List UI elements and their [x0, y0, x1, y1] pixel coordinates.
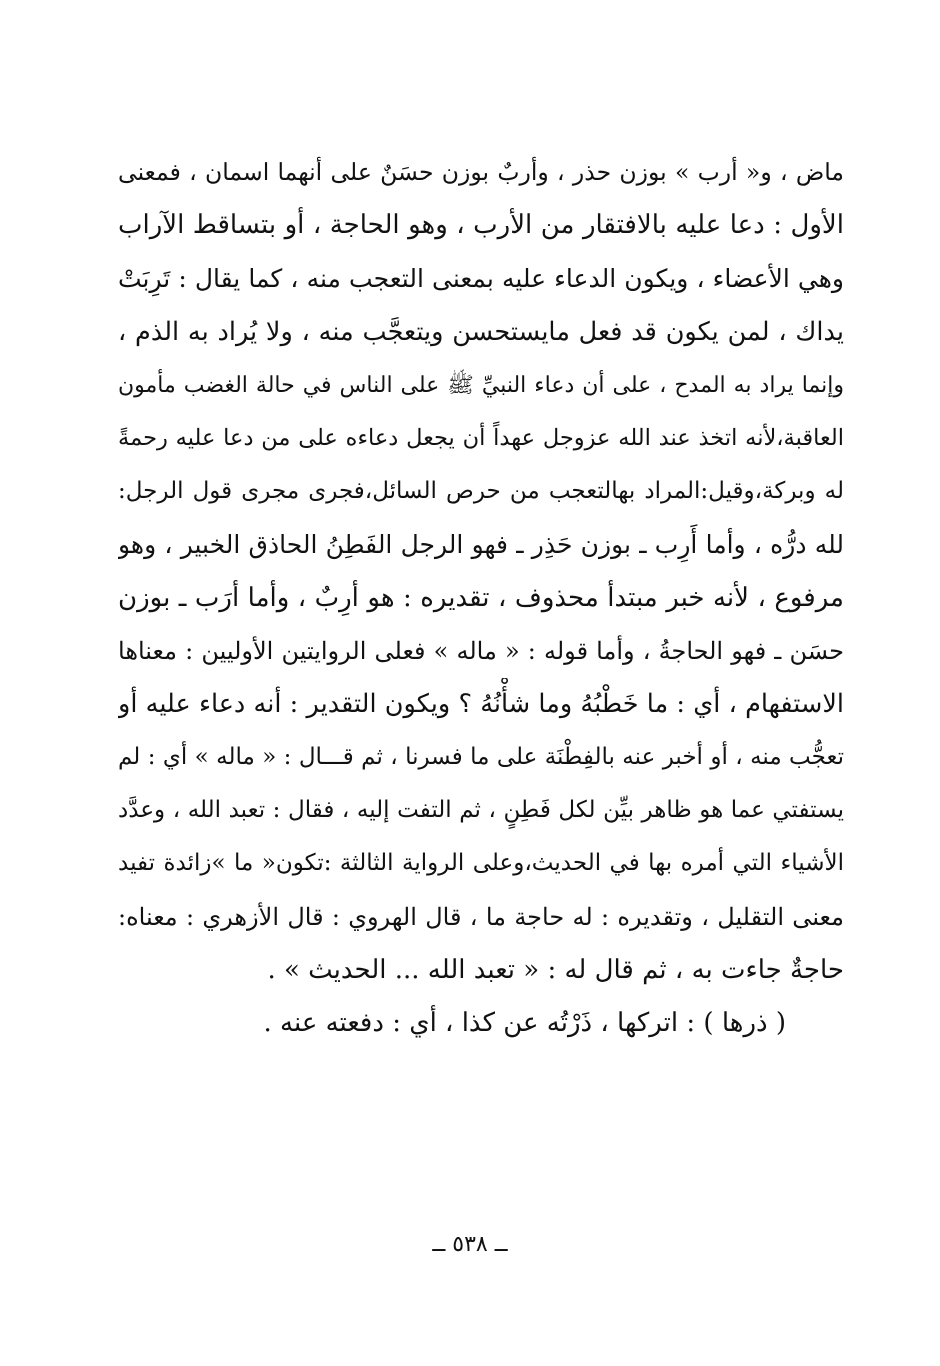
text-line: مرفوع ، لأنه خبر مبتدأ محذوف ، تقديره : هو أرِبٌ ، وأما أرَب ـ بوزن [118, 582, 844, 613]
text-line: يداك ، لمن يكون قد فعل مايستحسن ويتعجَّب منه ، ولا يُراد به الذم ، [118, 316, 844, 347]
body-text [118, 146, 844, 1050]
text-line: وهي الأعضاء ، ويكون الدعاء عليه بمعنى التعجب منه ، كما يقال : تَرِبَتْ [118, 264, 844, 294]
text-line: له وبركة،وقيل:المراد بهالتعجب من حرص السائل،فجرى مجرى قول الرجل: [118, 478, 844, 505]
glossary-line: ( ذرها ) : اتركها ، ذَرْتُه عن كذا ، أي : دفعته عنه . [263, 1008, 786, 1038]
text-line: الأشياء التي أمره بها في الحديث،وعلى الرواية الثالثة :تكون« ما »زائدة تفيد [118, 850, 844, 877]
page-number: ــ ٥٣٨ ــ [432, 1232, 508, 1257]
text-line: ماض ، و« أرب » بوزن حذر ، وأربٌ بوزن حسَنٌ على أنهما اسمان ، فمعنى [118, 158, 844, 186]
text-line: العاقبة،لأنه اتخذ عند الله عزوجل عهداً أن يجعل دعاءه على من دعا عليه رحمةً [118, 424, 844, 451]
text-line: يستفتي عما هو ظاهر بيِّن لكل فَطِنٍ ، ثم التفت إليه ، فقال : تعبد الله ، وعدَّد [118, 797, 844, 824]
text-line: تعجُّب منه ، أو أخبر عنه بالفِطْنَة على ما فسرنا ، ثم قـــال : « ماله » أي : لم [118, 744, 844, 771]
text-line: الأول : دعا عليه بالافتقار من الأرب ، وهو الحاجة ، أو بتساقط الآراب [118, 210, 844, 241]
text-line: معنى التقليل ، وتقديره : له حاجة ما ، قال الهروي : قال الأزهري : معناه: [118, 902, 844, 931]
text-line: وإنما يراد به المدح ، على أن دعاء النبيِّ ﷺ على الناس في حالة الغضب مأمون [118, 372, 844, 398]
text-line: حسَن ـ فهو الحاجةُ ، وأما قوله : « ماله » فعلى الروايتين الأوليين : معناها [118, 636, 844, 665]
text-line: الاستفهام ، أي : ما خَطْبُهُ وما شأْنُهُ ؟ ويكون التقدير : أنه دعاء عليه أو [118, 688, 844, 719]
text-line: لله درُّه ، وأما أَرِب ـ بوزن حَذِر ـ فهو الرجل الفَطِنُ الحاذق الخبير ، وهو [118, 530, 844, 560]
text-line: حاجةٌ جاءت به ، ثم قال له : « تعبد الله ... الحديث » . [267, 954, 844, 985]
